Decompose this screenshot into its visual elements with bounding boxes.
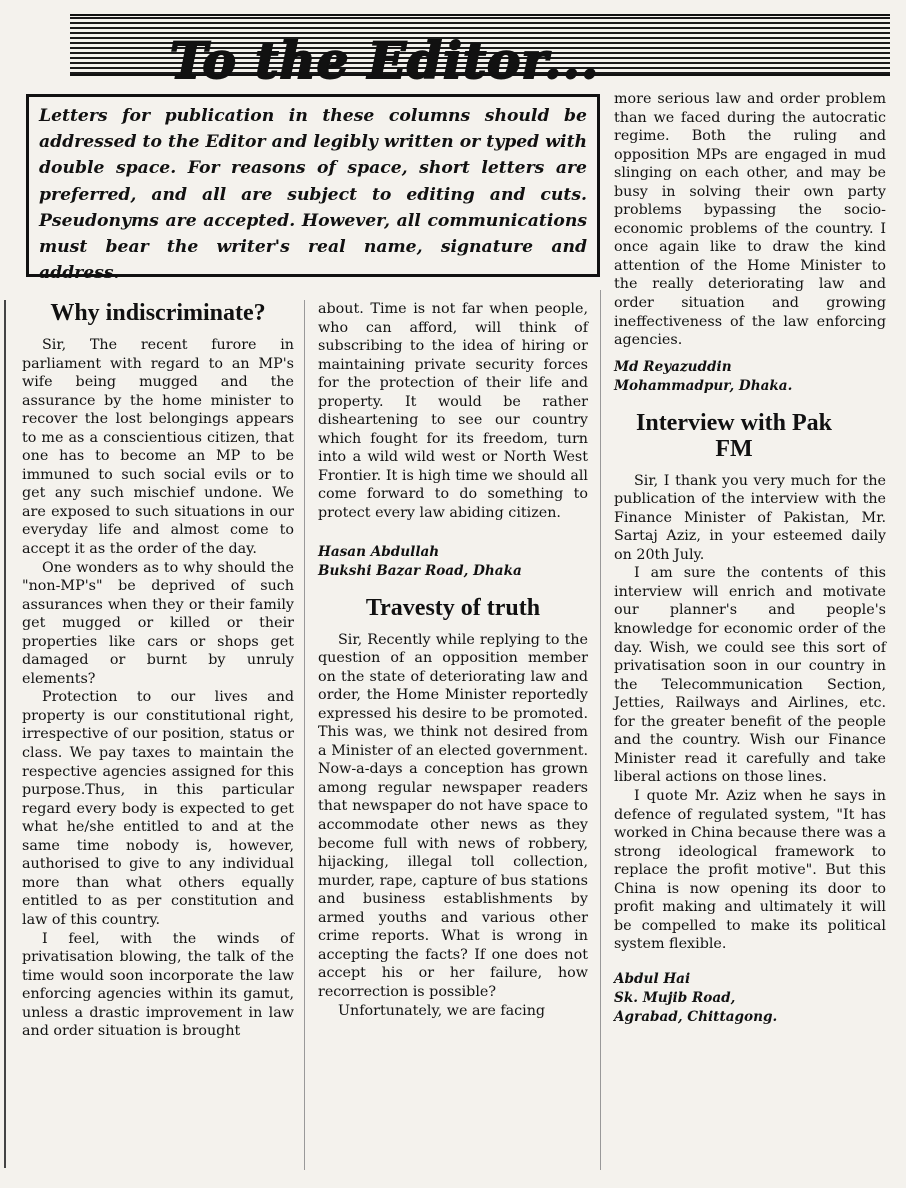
signature-address: Bukshi Bazar Road, Dhaka xyxy=(318,562,522,579)
column-3 xyxy=(614,90,886,1027)
column-1 xyxy=(22,300,294,1041)
letter-paragraph: I am sure the contents of this interview will enrich and motivate our planner's and people's knowledge for economic order of the day. Wish, we could see this sort of privatisation soon in our country in the Telecommunication Section, Jetties, Railways and Airlines, etc. for the greater benefit of the people and the country. Wish our Finance Minister read it carefully and take liberal actions on those lines. xyxy=(614,565,886,786)
signature-address: Mohammadpur, Dhaka. xyxy=(614,377,793,394)
letter-signature xyxy=(614,358,886,396)
section-banner xyxy=(70,14,890,90)
letter-paragraph: Sir, Recently while replying to the question of an opposition member on the state of deteriorating law and order, the Home Minister reportedly expressed his desire to be promoted. This was, we think not desired from a Minister of an elected government. Now-a-days a conception has grown among regular newspaper readers that newspaper do not have space to accommodate other news as they become full with news of robbery, hijacking, illegal toll collection, murder, rape, capture of bus stations and business establishments by armed youths and various other crime reports. What is wrong in accepting the facts? If one does not accept his or her failure, how recorrection is possible? xyxy=(318,631,588,1000)
letter-paragraph: about. Time is not far when people, who can afford, will think of subscribing to the idea of hiring or maintaining private security forces for the protection of their life and property. It would be rather disheartening to see our country which fought for its freedom, turn into a wild wild west or North West Frontier. It is high time we should all come forward to do something to protect every law abiding citizen. xyxy=(318,301,588,522)
letter-paragraph: Sir, I thank you very much for the publication of the interview with the Finance Minister of Pakistan, Mr. Sartaj Aziz, in your esteemed daily on 20th July. xyxy=(614,472,886,563)
signature-address: Sk. Mujib Road, xyxy=(614,989,736,1006)
letter-paragraph: I feel, with the winds of privatisation blowing, the talk of the time would soon incorporate the law enforcing agencies within its gamut, unless a drastic improvement in law and order situation is brought xyxy=(22,930,294,1040)
column-2 xyxy=(318,300,588,1020)
signature-name: Hasan Abdullah xyxy=(318,543,440,560)
signature-address: Agrabad, Chittagong. xyxy=(614,1008,778,1025)
letter-signature xyxy=(318,543,588,581)
letter-signature xyxy=(614,970,886,1027)
letter-headline: Why indiscriminate? xyxy=(50,300,266,326)
signature-name: Md Reyazuddin xyxy=(614,358,732,375)
section-title: To the Editor... xyxy=(170,31,600,90)
signature-name: Abdul Hai xyxy=(614,970,691,987)
letter-headline: Interview with Pak FM xyxy=(636,409,832,462)
letter-paragraph: Unfortunately, we are facing xyxy=(338,1002,546,1019)
letter-headline: Travesty of truth xyxy=(365,594,541,621)
column-rule-left xyxy=(304,300,305,1170)
letter-paragraph: more serious law and order problem than we faced during the autocratic regime. Both the ruling and opposition MPs are engaged in mud slinging on each other, and may be busy in solving their own party problems bypassing the socio-economic problems of the country. I once again like to draw the kind attention of the Home Minister to the really deteriorating law and order situation and growing ineffectiveness of the law enforcing agencies. xyxy=(614,91,886,349)
letter-paragraph: Protection to our lives and property is our constitutional right, irrespective of our position, status or class. We pay taxes to maintain the respective agencies assigned for this purpose.Thus, in this particular regard every body is expected to get what he/she entitled to and at the same time nobody is, however, authorised to give to any individual more than what others equally entitled to as per constitution and law of this country. xyxy=(22,689,294,928)
letter-paragraph: I quote Mr. Aziz when he says in defence of regulated system, "It has worked in China because there was a strong ideological framework to replace the profit motive". But this China is now opening its door to profit making and ultimately it will be compelled to make its political system flexible. xyxy=(614,787,886,953)
letter-paragraph: Sir, The recent furore in parliament with regard to an MP's wife being mugged and the assurance by the home minister to recover the lost belongings appears to me as a conscientious citizen, that one has to become an MP to be immuned to such social evils or to get any such mischief undone. We are exposed to such situations in our everyday life and almost come to accept it as the order of the day. xyxy=(22,337,294,558)
letter-paragraph: One wonders as to why should the "non-MP's" be deprived of such assurances when they or their family get mugged or killed or their properties like cars or shops get damaged or burnt by unruly elements? xyxy=(22,559,294,687)
submission-notice: Letters for publication in these columns should be addressed to the Editor and legibly written or typed with double space. For reasons of space, short letters are preferred, and all are subject to editing and cuts. Pseudonyms are accepted. However, all communications must bear the writer's real name, signature and address. xyxy=(26,94,600,277)
page-edge-rule xyxy=(4,300,6,1168)
column-rule-right xyxy=(600,290,601,1170)
